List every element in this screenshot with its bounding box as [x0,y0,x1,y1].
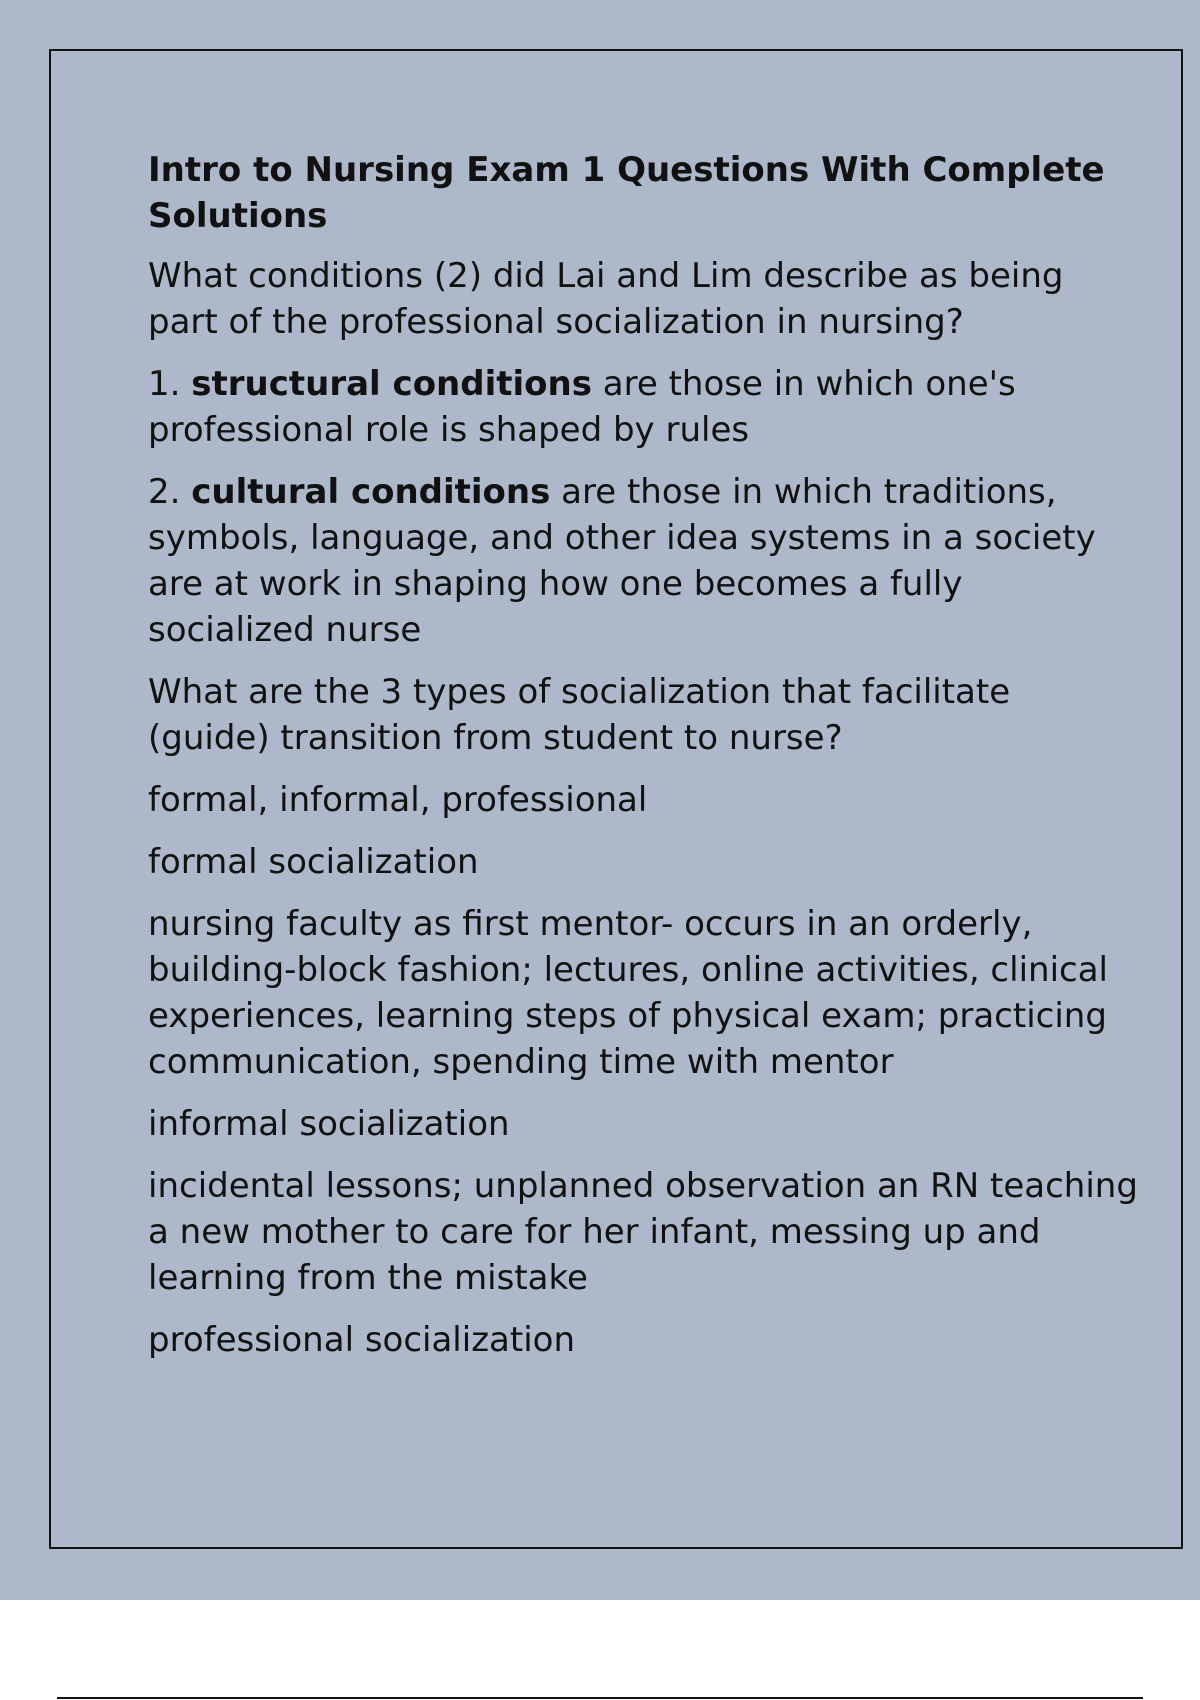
document-title: Intro to Nursing Exam 1 Questions With Complete Solutions [148,150,1105,236]
bottom-rule [57,1697,1143,1699]
answer-structural-conditions [148,361,1138,453]
item-text: are those in which traditions, symbols, language, and other idea systems in a society are at work in shaping how one becomes a fully socialized nurse [148,472,1096,650]
content-frame [49,49,1183,1549]
term-cultural-conditions: cultural conditions [191,472,551,512]
item-number: 1. [148,364,181,404]
answer-socialization-types: formal, informal, professional [148,780,648,820]
term-informal-socialization: informal socialization [148,1104,510,1144]
definition-formal-socialization: nursing faculty as first mentor- occurs in an orderly, building-block fashion; lectures, online activities, clinical experiences, learning steps of physical exam; practicing communication, spending time with mentor [148,904,1108,1082]
question-conditions: What conditions (2) did Lai and Lim describe as being part of the professional socialization in nursing? [148,256,1064,342]
term-professional-socialization: professional socialization [148,1320,576,1360]
question-socialization-types: What are the 3 types of socialization that facilitate (guide) transition from student to nurse? [148,672,1011,758]
term-structural-conditions: structural conditions [191,364,592,404]
term-formal-socialization: formal socialization [148,842,479,882]
item-number: 2. [148,472,181,512]
item-text: are those in which one's professional role is shaped by rules [148,364,1016,450]
definition-informal-socialization: incidental lessons; unplanned observation an RN teaching a new mother to care for her infant, messing up and learning from the mistake [148,1166,1138,1298]
answer-cultural-conditions [148,469,1138,653]
document-content [148,147,1138,1379]
